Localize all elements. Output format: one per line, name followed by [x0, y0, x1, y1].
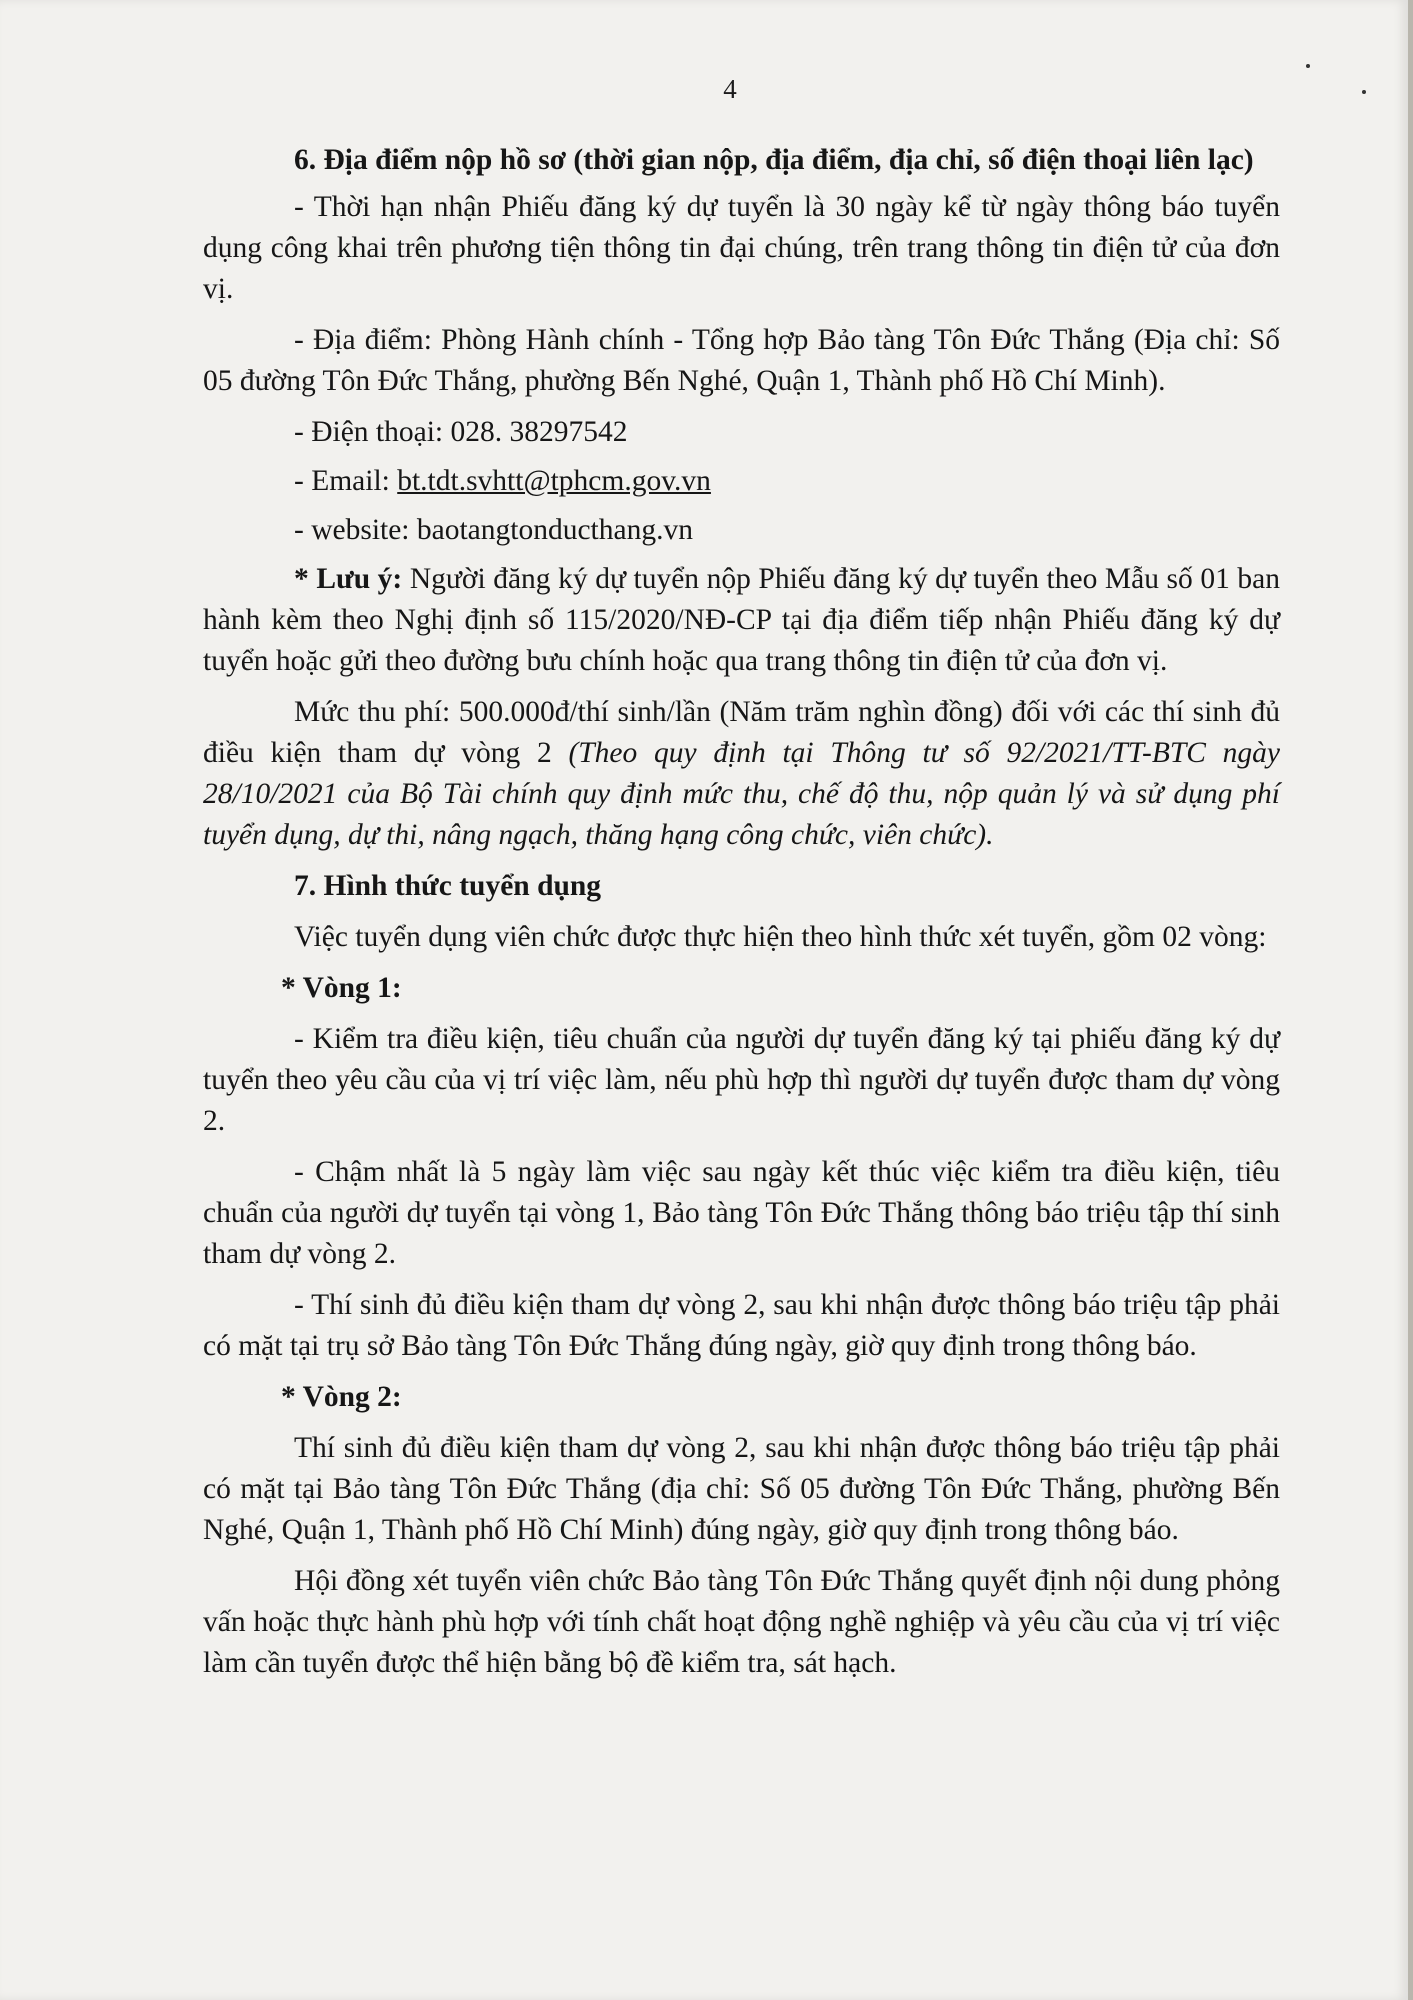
round-2-heading: * Vòng 2:: [281, 1381, 402, 1413]
document-body: [203, 140, 1280, 1694]
page-number: 4: [723, 74, 737, 104]
speck-mark: [1306, 64, 1310, 68]
deadline-paragraph: - Thời hạn nhận Phiếu đăng ký dự tuyển là 30 ngày kể từ ngày thông báo tuyển dụng công khai trên phương tiện thông tin đại chúng, trên trang thông tin điện tử của đơn vị.: [203, 191, 1280, 305]
note-paragraph: [203, 559, 1280, 682]
fee-text: Mức thu phí: 500.000đ/thí sinh/lần (Năm trăm nghìn đồng) đối với các thí sinh đủ điều kiện tham dự vòng 2: [203, 696, 1280, 769]
round-1-heading: * Vòng 1:: [281, 972, 402, 1004]
email-line: [203, 461, 1280, 502]
fee-legal-reference: (Theo quy định tại Thông tư số 92/2021/TT-BTC ngày 28/10/2021 của Bộ Tài chính quy định mức thu, chế độ thu, nộp quản lý và sử dụng phí tuyển dụng, dự thi, nâng ngạch, thăng hạng công chức, viên chức).: [203, 737, 1280, 851]
section-7-heading: 7. Hình thức tuyển dụng: [294, 870, 602, 902]
location-paragraph: - Địa điểm: Phòng Hành chính - Tổng hợp Bảo tàng Tôn Đức Thắng (Địa chỉ: Số 05 đường Tôn Đức Thắng, phường Bến Nghé, Quận 1, Thành phố Hồ Chí Minh).: [203, 324, 1280, 397]
section-6-heading: 6. Địa điểm nộp hồ sơ (thời gian nộp, địa điểm, địa chỉ, số điện thoại liên lạc): [294, 144, 1254, 176]
section-7-intro: Việc tuyển dụng viên chức được thực hiện theo hình thức xét tuyển, gồm 02 vòng:: [294, 921, 1267, 953]
note-label: * Lưu ý:: [294, 563, 403, 595]
email-link[interactable]: bt.tdt.svhtt@tphcm.gov.vn: [397, 465, 711, 497]
phone-line: - Điện thoại: 028. 38297542: [294, 416, 628, 448]
note-text: Người đăng ký dự tuyển nộp Phiếu đăng ký dự tuyển theo Mẫu số 01 ban hành kèm theo Nghị định số 115/2020/NĐ-CP tại địa điểm tiếp nhận Phiếu đăng ký dự tuyển hoặc gửi theo đường bưu chính hoặc qua trang thông tin điện tử của đơn vị.: [203, 563, 1281, 677]
round-1-item: - Thí sinh đủ điều kiện tham dự vòng 2, sau khi nhận được thông báo triệu tập phải có mặt tại trụ sở Bảo tàng Tôn Đức Thắng đúng ngày, giờ quy định trong thông báo.: [203, 1289, 1280, 1362]
email-label: - Email:: [294, 465, 398, 497]
round-2-item: Hội đồng xét tuyển viên chức Bảo tàng Tôn Đức Thắng quyết định nội dung phỏng vấn hoặc thực hành phù hợp với tính chất hoạt động nghề nghiệp và yêu cầu của vị trí việc làm cần tuyển được thể hiện bằng bộ đề kiểm tra, sát hạch.: [203, 1565, 1280, 1679]
round-1-item: - Chậm nhất là 5 ngày làm việc sau ngày kết thúc việc kiểm tra điều kiện, tiêu chuẩn của người dự tuyển tại vòng 1, Bảo tàng Tôn Đức Thắng thông báo triệu tập thí sinh tham dự vòng 2.: [203, 1156, 1280, 1270]
fee-paragraph: [203, 692, 1280, 856]
website-line: - website: baotangtonducthang.vn: [294, 514, 693, 546]
round-1-item: - Kiểm tra điều kiện, tiêu chuẩn của người dự tuyển đăng ký tại phiếu đăng ký dự tuyển theo yêu cầu của vị trí việc làm, nếu phù hợp thì người dự tuyển được tham dự vòng 2.: [203, 1023, 1280, 1137]
round-2-item: Thí sinh đủ điều kiện tham dự vòng 2, sau khi nhận được thông báo triệu tập phải có mặt tại Bảo tàng Tôn Đức Thắng (địa chỉ: Số 05 đường Tôn Đức Thắng, phường Bến Nghé, Quận 1, Thành phố Hồ Chí Minh) đúng ngày, giờ quy định trong thông báo.: [203, 1432, 1280, 1546]
speck-mark: [1362, 90, 1366, 94]
